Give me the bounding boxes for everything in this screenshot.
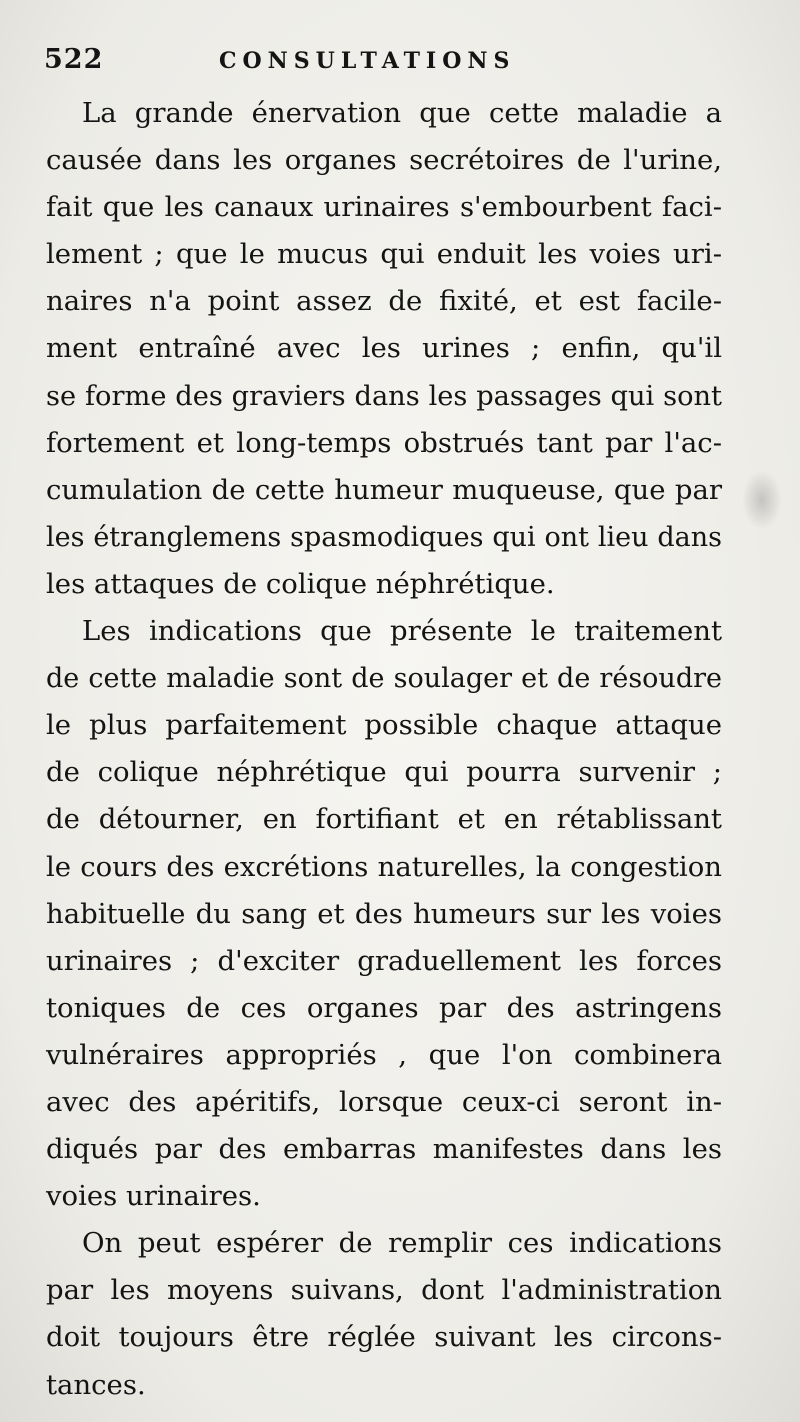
running-head: CONSULTATIONS	[219, 48, 516, 74]
text-line: ment entraîné avec les urines ; enfin, qu'il	[46, 332, 722, 365]
page-number: 522	[44, 44, 104, 75]
paragraph-3	[46, 1220, 722, 1408]
paragraph-2	[46, 608, 722, 1220]
page-header	[44, 40, 744, 80]
text-line: fait que les canaux urinaires s'embourbent faci-	[46, 191, 722, 224]
text-line: On peut espérer de remplir ces indications	[82, 1227, 722, 1260]
text-line: fortement et long-temps obstrués tant par l'ac-	[46, 426, 722, 459]
text-line: causée dans les organes secrétoires de l'urine,	[46, 144, 722, 177]
text-line: de colique néphrétique qui pourra survenir ;	[46, 756, 722, 789]
text-line: vulnéraires appropriés , que l'on combinera	[46, 1038, 722, 1071]
body-text	[46, 90, 722, 1409]
text-line: toniques de ces organes par des astringens	[46, 991, 722, 1024]
text-line: doit toujours être réglée suivant les circons-	[46, 1321, 722, 1354]
text-line: se forme des graviers dans les passages qui sont	[46, 380, 722, 412]
text-line: avec des apéritifs, lorsque ceux-ci seront in-	[46, 1085, 722, 1118]
text-line: le plus parfaitement possible chaque attaque	[46, 709, 722, 742]
text-line: voies urinaires.	[46, 1180, 261, 1213]
text-line: les attaques de colique néphrétique.	[46, 567, 555, 600]
text-line: naires n'a point assez de fixité, et est facile-	[46, 285, 722, 318]
text-line: tances.	[46, 1368, 146, 1401]
text-line: les étranglemens spasmodiques qui ont lieu dans	[46, 521, 722, 553]
text-line: de cette maladie sont de soulager et de résoudre	[46, 663, 722, 695]
text-line: cumulation de cette humeur muqueuse, que par	[46, 473, 722, 506]
text-line: par les moyens suivans, dont l'administration	[46, 1274, 722, 1307]
text-line: urinaires ; d'exciter graduellement les forces	[46, 944, 722, 977]
text-line: Les indications que présente le traitement	[82, 615, 722, 648]
paper-smudge	[742, 470, 782, 530]
text-line: La grande énervation que cette maladie a	[82, 97, 722, 129]
text-line: habituelle du sang et des humeurs sur les voies	[46, 897, 722, 930]
text-line: le cours des excrétions naturelles, la congestion	[46, 850, 722, 883]
text-line: lement ; que le mucus qui enduit les voies uri-	[46, 238, 722, 271]
text-line: de détourner, en fortifiant et en rétablissant	[46, 803, 722, 836]
text-line: diqués par des embarras manifestes dans les	[46, 1133, 722, 1166]
paragraph-1	[46, 90, 722, 608]
